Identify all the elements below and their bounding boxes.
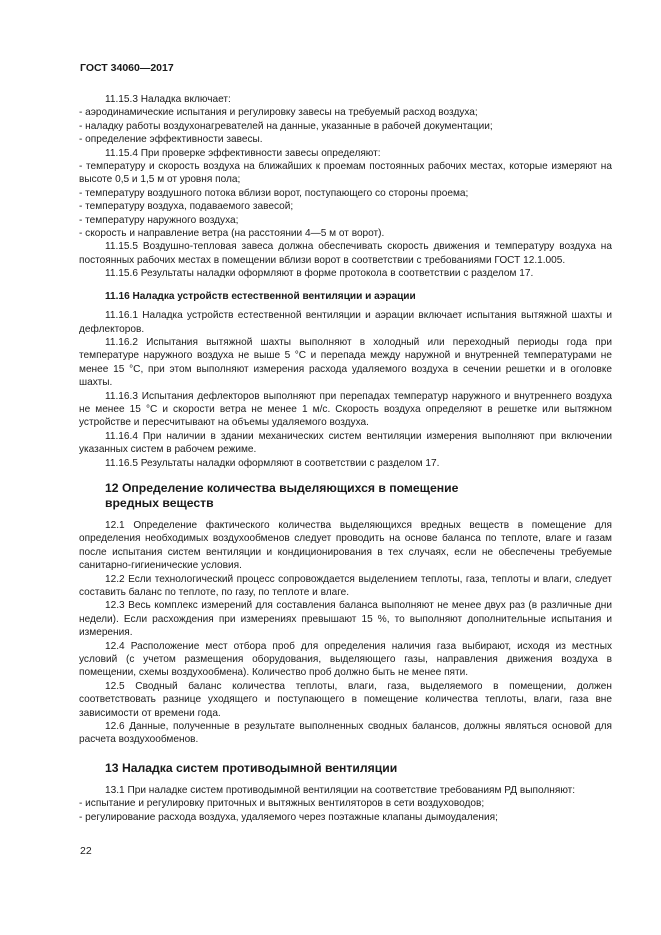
clause-11-16-1: 11.16.1 Наладка устройств естественной вентиляции и аэрации включает испытания вытяжной шахты и дефлекторов. (79, 310, 612, 335)
list-item: - температуру и скорость воздуха на ближайших к проемам постоянных рабочих местах, которые измеряют на высоте 0,5 и 1,5 м от уровня пола; (79, 161, 612, 186)
list-item: - температуру наружного воздуха; (79, 214, 239, 226)
clause-12-5: 12.5 Сводный баланс количества теплоты, влаги, газа, выделяемого в помещении, должен соответствовать разнице уходящего и поступающего в помещение количества теплоты, влаги, газа вне зависимости от времени года. (79, 680, 612, 719)
list-item: - испытание и регулировку приточных и вытяжных вентиляторов в сети воздуховодов; (79, 798, 485, 810)
list-item: - температуру воздушного потока вблизи ворот, поступающего со стороны проема; (79, 187, 469, 199)
clause-12-2: 12.2 Если технологический процесс сопровождается выделением теплоты, газа, теплоты и влаги, следует составить баланс по теплоте, по газу, по теплоте и влаге. (79, 573, 612, 598)
clause-11-15-3: 11.15.3 Наладка включает: (105, 94, 231, 105)
subsection-heading-11-16: 11.16 Наладка устройств естественной вентиляции и аэрации (105, 290, 416, 302)
clause-12-1: 12.1 Определение фактического количества выделяющихся вредных веществ в помещение для определения необходимых воздухообменов следует проводить на основе баланса по теплоте, влаге и газам после испытания систем вентиляции и кондиционирования в тех случаях, если не обеспечены требуемые санитарно-гигиенические условия. (79, 519, 612, 572)
clause-11-15-6: 11.15.6 Результаты наладки оформляют в форме протокола в соответствии с разделом 17. (105, 268, 534, 280)
section-heading-12-line2: вредных веществ (105, 495, 214, 510)
clause-11-16-2: 11.16.2 Испытания вытяжной шахты выполняют в холодный или переходный периоды года при температуре наружного воздуха не выше 5 °С и перепада между наружной и внутренней температурами не менее 15 °С, при этом выполняют измерения расхода удаляемого воздуха в сечении решетки и в оголовке шахты. (79, 336, 612, 389)
list-item: - определение эффективности завесы. (79, 134, 263, 146)
clause-11-16-4: 11.16.4 При наличии в здании механических систем вентиляции измерения выполняют при включении указанных систем в рабочем режиме. (79, 430, 612, 456)
list-item: - аэродинамические испытания и регулировку завесы на требуемый расход воздуха; (79, 107, 478, 119)
list-item: - наладку работы воздухонагревателей на данные, указанные в рабочей документации; (79, 120, 493, 132)
clause-12-6: 12.6 Данные, полученные в результате выполненных сводных балансов, должны являться основой для расчета воздухообменов. (79, 721, 612, 746)
clause-12-3: 12.3 Весь комплекс измерений для составления баланса выполняют не менее двух раз (в различные дни недели). Если расхождения при измерениях превышают 15 %, то выполняют дополнительные испытания и измерения. (79, 600, 612, 639)
section-heading-12 (79, 481, 612, 511)
document-body (79, 93, 612, 824)
clause-11-16-3: 11.16.3 Испытания дефлекторов выполняют при перепадах температур наружного и внутреннего воздуха не менее 15 °С и скорости ветра не менее 1 м/с. Скорость воздуха определяют в решетке или вытяжном устройстве и пересчитывают на объемы удаляемого воздуха. (79, 390, 612, 429)
page-number: 22 (80, 845, 92, 857)
clause-13-1: 13.1 При наладке систем противодымной вентиляции на соответствие требованиям РД выполняют: (105, 784, 576, 796)
clause-11-15-5: 11.15.5 Воздушно-тепловая завеса должна обеспечивать скорость движения и температуру воздуха на постоянных рабочих местах в помещении вблизи ворот в соответствии с требованиями ГОСТ 12.1.005. (79, 241, 612, 266)
clause-11-16-5: 11.16.5 Результаты наладки оформляют в соответствии с разделом 17. (105, 457, 440, 469)
document-header: ГОСТ 34060—2017 (80, 62, 174, 74)
list-item: - температуру воздуха, подаваемого завесой; (79, 201, 294, 213)
clause-11-15-4: 11.15.4 При проверке эффективности завесы определяют: (105, 147, 381, 159)
section-heading-12-line1: 12 Определение количества выделяющихся в помещение (105, 480, 459, 495)
clause-12-4: 12.4 Расположение мест отбора проб для определения наличия газа выбирают, исходя из местных условий (с учетом размещения оборудования, выделяющего газы, направления движения воздуха в помещении, схемы воздухообмена). Количество проб должно быть не менее пяти. (79, 640, 612, 679)
list-item: - скорость и направление ветра (на расстоянии 4—5 м от ворот). (79, 228, 385, 240)
list-item: - регулирование расхода воздуха, удаляемого через поэтажные клапаны дымоудаления; (79, 811, 498, 823)
section-heading-13: 13 Наладка систем противодымной вентиляции (105, 760, 398, 775)
